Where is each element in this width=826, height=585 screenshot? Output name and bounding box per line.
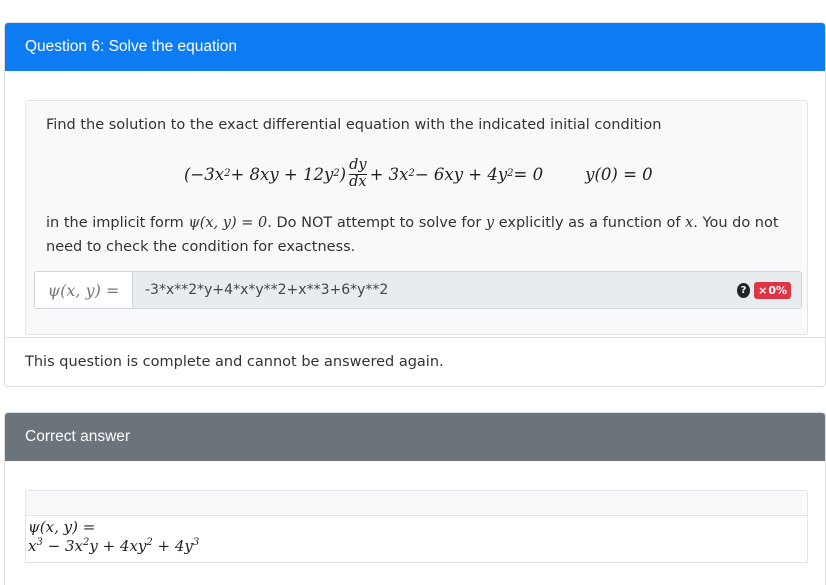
correct-answer-title: Correct answer: [25, 428, 131, 445]
problem-panel: [25, 100, 808, 335]
differential-equation: (−3x 2 + 8xy + 12y 2 ) $\frac{dy}{dx}$ + 3x 2 − 6xy + 4y 2 = 0 y(0) = 0: [184, 156, 653, 190]
implicit-form-text: in the implicit form ψ(x, y) = 0. Do NOT attempt to solve for y explicitly as a function of x. You do not need to check the condition for exactness.: [46, 215, 779, 255]
instruction-text: Find the solution to the exact differential equation with the indicated initial condition: [46, 117, 662, 133]
correct-answer-header: [5, 413, 825, 461]
correct-answer-card: [4, 412, 826, 585]
correct-answer-expression: ψ(x, y) = $x^3 - 3x^2y + 4xy^2 + 4y^3$: [25, 515, 808, 563]
correct-answer-box: [25, 490, 808, 516]
answer-label: ψ(x, y) =: [35, 272, 133, 308]
dy-dx-fraction: $\frac{dy}{dx}$: [349, 156, 367, 190]
score-value: 0%: [768, 283, 787, 297]
help-icon[interactable]: ?: [737, 283, 750, 298]
answer-input-group: [34, 271, 802, 309]
answer-badges: [737, 272, 801, 308]
initial-condition: y(0) = 0: [585, 164, 653, 184]
cross-icon: ×: [758, 283, 768, 297]
question-title: Question 6: Solve the equation: [25, 38, 237, 55]
answer-input[interactable]: -3*x**2*y+4*x*y**2+x**3+6*y**2: [133, 272, 737, 308]
question-header: [5, 23, 825, 71]
score-badge: [754, 282, 791, 299]
question-card: [4, 22, 826, 387]
complete-message: This question is complete and cannot be answered again.: [25, 354, 444, 370]
card-divider: [5, 337, 825, 338]
